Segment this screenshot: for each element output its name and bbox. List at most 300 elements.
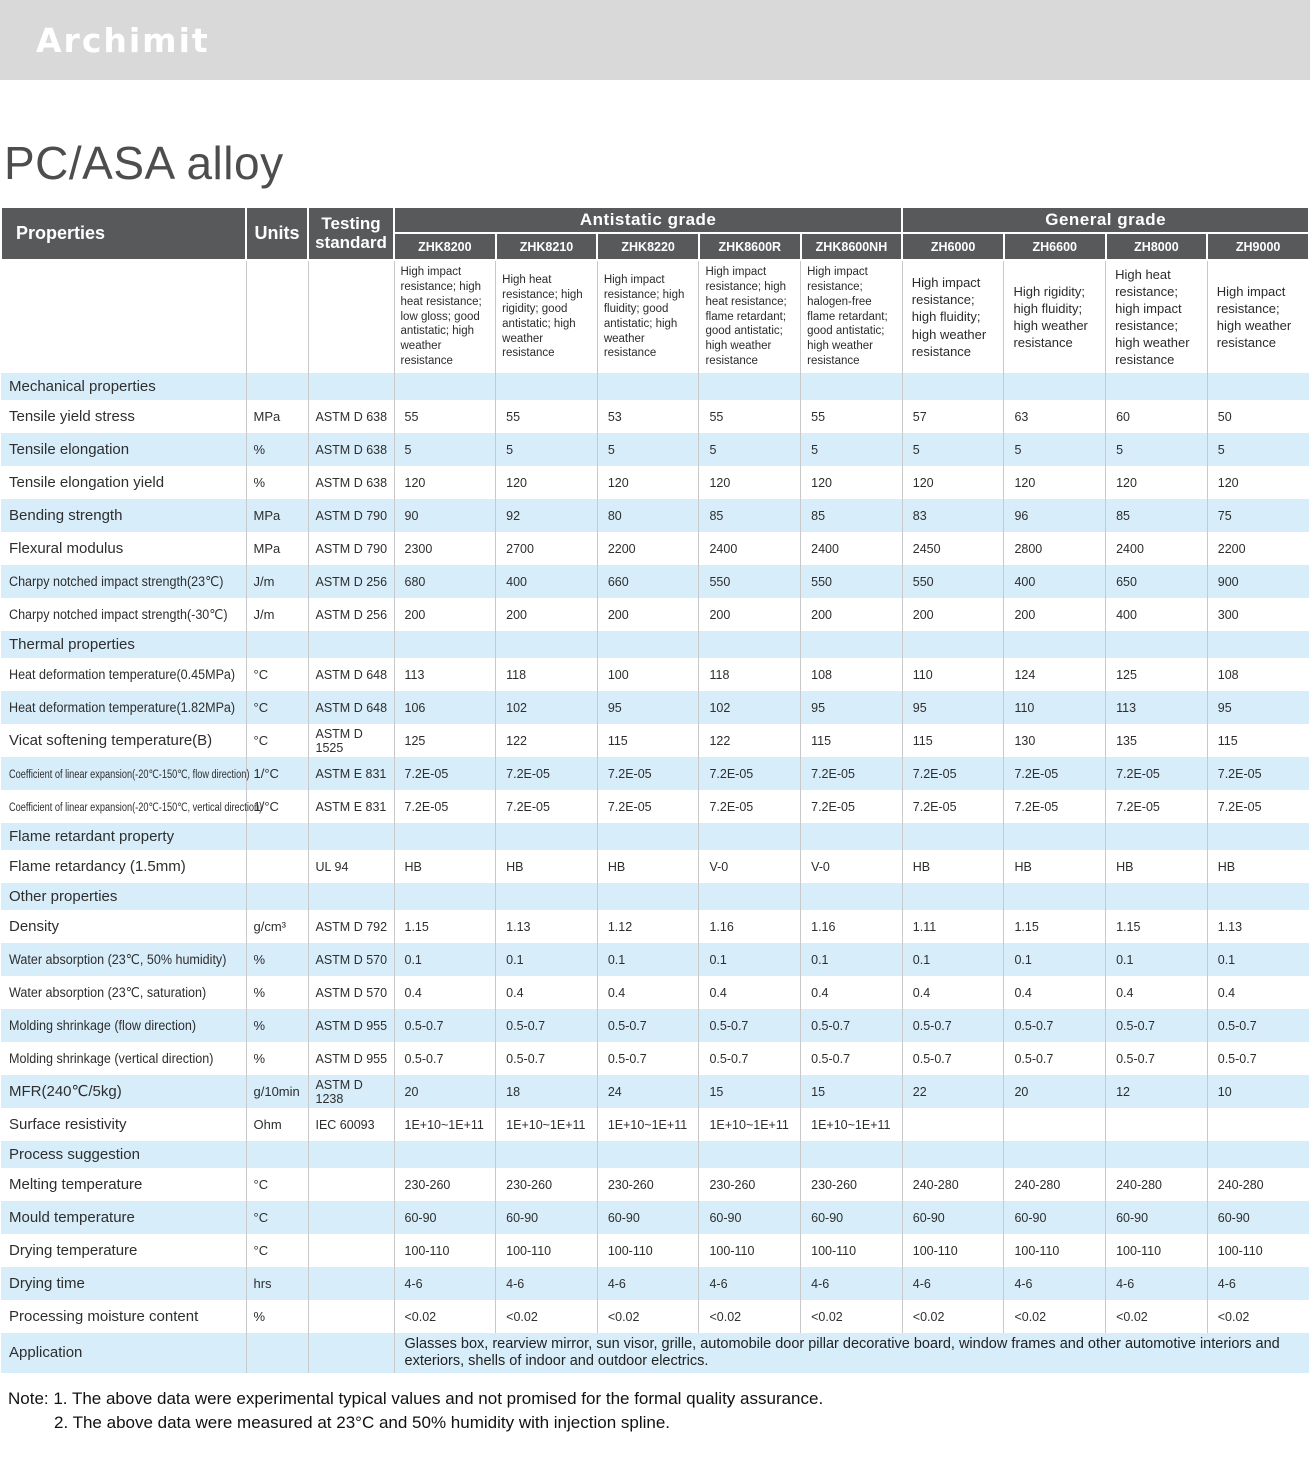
table-row: [1, 658, 1309, 691]
unit-cell: [246, 850, 308, 883]
value-cell: <0.02: [394, 1300, 496, 1333]
table-row: [1, 433, 1309, 466]
value-cell: 400: [1106, 598, 1208, 631]
value-cell: 1.11: [902, 910, 1004, 943]
value-cell: 4-6: [1106, 1267, 1208, 1300]
value-cell: 63: [1004, 400, 1106, 433]
value-cell: HB: [394, 850, 496, 883]
value-cell: 7.2E-05: [699, 757, 801, 790]
value-cell: 1E+10~1E+11: [597, 1108, 699, 1141]
value-cell: 0.4: [597, 976, 699, 1009]
property-label-cell: [1, 466, 246, 499]
unit-cell: 1/°C: [246, 790, 308, 823]
value-cell: 20: [394, 1075, 496, 1108]
value-cell: 200: [394, 598, 496, 631]
standard-cell: [308, 1333, 394, 1373]
value-cell: 60-90: [902, 1201, 1004, 1234]
value-cell: 110: [902, 658, 1004, 691]
unit-cell: [246, 1141, 308, 1168]
value-cell: 0.5-0.7: [496, 1009, 598, 1042]
value-cell: 102: [496, 691, 598, 724]
note-line-2: 2. The above data were measured at 23°C and 50% humidity with injection spline.: [54, 1412, 671, 1432]
value-cell: 7.2E-05: [1004, 790, 1106, 823]
value-cell: 0.1: [1106, 943, 1208, 976]
value-cell: [1004, 631, 1106, 658]
value-cell: <0.02: [597, 1300, 699, 1333]
value-cell: 1E+10~1E+11: [496, 1108, 598, 1141]
standard-cell: ASTM D 792: [308, 910, 394, 943]
standard-cell: ASTM D 570: [308, 976, 394, 1009]
value-cell: 0.4: [902, 976, 1004, 1009]
value-cell: 5: [1207, 433, 1309, 466]
footnotes: [8, 1387, 1310, 1434]
value-cell: 200: [801, 598, 903, 631]
property-label: Charpy notched impact strength(-30℃): [9, 606, 228, 622]
value-cell: 50: [1207, 400, 1309, 433]
value-cell: [1106, 631, 1208, 658]
standard-cell: [308, 1141, 394, 1168]
value-cell: 100-110: [597, 1234, 699, 1267]
property-label-cell: [1, 1009, 246, 1042]
standard-cell: [308, 883, 394, 910]
value-cell: 55: [394, 400, 496, 433]
standard-cell: ASTM D 955: [308, 1009, 394, 1042]
value-cell: 0.5-0.7: [902, 1009, 1004, 1042]
unit-cell: °C: [246, 1201, 308, 1234]
value-cell: 0.4: [1207, 976, 1309, 1009]
value-cell: 550: [699, 565, 801, 598]
value-cell: 7.2E-05: [1004, 757, 1106, 790]
table-row: [1, 1042, 1309, 1075]
value-cell: 85: [699, 499, 801, 532]
grade-description: High heat resistance; high rigidity; good antistatic; high weather resistance: [496, 260, 598, 373]
value-cell: 120: [597, 466, 699, 499]
table-row: [1, 1009, 1309, 1042]
standard-cell: ASTM D 955: [308, 1042, 394, 1075]
value-cell: [1004, 1141, 1106, 1168]
property-label-cell: [1, 1300, 246, 1333]
value-cell: 0.1: [1207, 943, 1309, 976]
standard-cell: [308, 1201, 394, 1234]
standard-cell: ASTM E 831: [308, 757, 394, 790]
value-cell: [1207, 1141, 1309, 1168]
property-label: Other properties: [9, 887, 118, 905]
property-label: Drying time: [9, 1274, 85, 1292]
value-cell: 10: [1207, 1075, 1309, 1108]
value-cell: [1207, 631, 1309, 658]
value-cell: 240-280: [1207, 1168, 1309, 1201]
value-cell: 0.1: [597, 943, 699, 976]
property-label-cell: [1, 1075, 246, 1108]
value-cell: 230-260: [597, 1168, 699, 1201]
value-cell: 57: [902, 400, 1004, 433]
grade-description: High heat resistance; high impact resistance; high weather resistance: [1106, 260, 1208, 373]
value-cell: 0.5-0.7: [1106, 1042, 1208, 1075]
table-row: [1, 1075, 1309, 1108]
unit-cell: %: [246, 976, 308, 1009]
value-cell: 0.5-0.7: [902, 1042, 1004, 1075]
value-cell: [699, 823, 801, 850]
value-cell: [496, 631, 598, 658]
property-label: Water absorption (23℃, saturation): [9, 984, 207, 1000]
standard-cell: ASTM D 638: [308, 433, 394, 466]
value-cell: 0.1: [1004, 943, 1106, 976]
unit-cell: %: [246, 433, 308, 466]
value-cell: 120: [902, 466, 1004, 499]
value-cell: 230-260: [394, 1168, 496, 1201]
value-cell: 7.2E-05: [1106, 790, 1208, 823]
table-row: [1, 631, 1309, 658]
value-cell: 0.1: [496, 943, 598, 976]
value-cell: 550: [801, 565, 903, 598]
value-cell: 120: [801, 466, 903, 499]
value-cell: [597, 1141, 699, 1168]
value-cell: 5: [801, 433, 903, 466]
value-cell: [902, 373, 1004, 400]
value-cell: [597, 631, 699, 658]
value-cell: 5: [597, 433, 699, 466]
value-cell: [1106, 883, 1208, 910]
property-label: Charpy notched impact strength(23℃): [9, 573, 224, 589]
value-cell: 1E+10~1E+11: [801, 1108, 903, 1141]
value-cell: 900: [1207, 565, 1309, 598]
standard-cell: ASTM D 638: [308, 400, 394, 433]
value-cell: 125: [1106, 658, 1208, 691]
value-cell: 400: [496, 565, 598, 598]
property-label-cell: [1, 910, 246, 943]
table-row: [1, 598, 1309, 631]
standard-cell: ASTM D 570: [308, 943, 394, 976]
property-label: Vicat softening temperature(B): [9, 731, 213, 749]
value-cell: 230-260: [801, 1168, 903, 1201]
value-cell: 7.2E-05: [1207, 790, 1309, 823]
value-cell: 7.2E-05: [1207, 757, 1309, 790]
value-cell: HB: [597, 850, 699, 883]
value-cell: 7.2E-05: [496, 790, 598, 823]
unit-cell: °C: [246, 658, 308, 691]
property-label: Mould temperature: [9, 1208, 135, 1226]
value-cell: [801, 823, 903, 850]
value-cell: 20: [1004, 1075, 1106, 1108]
value-cell: 0.5-0.7: [1207, 1009, 1309, 1042]
unit-cell: hrs: [246, 1267, 308, 1300]
unit-cell: MPa: [246, 400, 308, 433]
value-cell: 5: [699, 433, 801, 466]
value-cell: HB: [1207, 850, 1309, 883]
value-cell: [1004, 883, 1106, 910]
value-cell: 4-6: [801, 1267, 903, 1300]
standard-cell: ASTM E 831: [308, 790, 394, 823]
section-label-cell: [1, 373, 246, 400]
value-cell: 4-6: [394, 1267, 496, 1300]
grade-description: High impact resistance; high fluidity; good antistatic; high weather resistance: [597, 260, 699, 373]
unit-cell: °C: [246, 1168, 308, 1201]
grade-description: High rigidity; high fluidity; high weather resistance: [1004, 260, 1106, 373]
property-label-cell: [1, 1201, 246, 1234]
value-cell: 200: [1004, 598, 1106, 631]
column-header-testing-standard: Testing standard: [308, 207, 394, 260]
table-row: [1, 1267, 1309, 1300]
value-cell: 7.2E-05: [801, 790, 903, 823]
value-cell: 130: [1004, 724, 1106, 757]
value-cell: 4-6: [496, 1267, 598, 1300]
value-cell: 55: [496, 400, 598, 433]
unit-cell: %: [246, 1300, 308, 1333]
value-cell: 18: [496, 1075, 598, 1108]
value-cell: 7.2E-05: [394, 790, 496, 823]
value-cell: 200: [597, 598, 699, 631]
value-cell: 92: [496, 499, 598, 532]
unit-cell: °C: [246, 724, 308, 757]
value-cell: 115: [801, 724, 903, 757]
value-cell: 100-110: [1004, 1234, 1106, 1267]
table-row: [1, 565, 1309, 598]
property-label: Thermal properties: [9, 635, 135, 653]
value-cell: 7.2E-05: [597, 790, 699, 823]
value-cell: 230-260: [699, 1168, 801, 1201]
property-label-cell: [1, 532, 246, 565]
value-cell: 120: [1207, 466, 1309, 499]
property-label: Heat deformation temperature(0.45MPa): [9, 666, 236, 682]
model-column-header: ZHK8220: [597, 233, 699, 260]
value-cell: 0.4: [1004, 976, 1106, 1009]
unit-cell: [246, 823, 308, 850]
standard-cell: [308, 1168, 394, 1201]
standard-cell: ASTM D 648: [308, 691, 394, 724]
value-cell: HB: [496, 850, 598, 883]
value-cell: 2400: [699, 532, 801, 565]
value-cell: 83: [902, 499, 1004, 532]
table-row: [1, 850, 1309, 883]
value-cell: [902, 1141, 1004, 1168]
value-cell: 85: [1106, 499, 1208, 532]
table-row: [1, 883, 1309, 910]
value-cell: 60-90: [801, 1201, 903, 1234]
value-cell: 4-6: [902, 1267, 1004, 1300]
value-cell: [801, 1141, 903, 1168]
value-cell: [394, 373, 496, 400]
property-label: Molding shrinkage (flow direction): [9, 1017, 197, 1033]
value-cell: 7.2E-05: [394, 757, 496, 790]
value-cell: [902, 883, 1004, 910]
property-label: Mechanical properties: [9, 377, 156, 395]
value-cell: [699, 373, 801, 400]
standard-cell: [308, 373, 394, 400]
unit-cell: %: [246, 943, 308, 976]
value-cell: 85: [801, 499, 903, 532]
property-label-cell: [1, 1333, 246, 1373]
unit-cell: [246, 883, 308, 910]
value-cell: [496, 823, 598, 850]
value-cell: 135: [1106, 724, 1208, 757]
value-cell: 124: [1004, 658, 1106, 691]
property-label-cell: [1, 976, 246, 1009]
property-label-cell: [1, 691, 246, 724]
value-cell: 60-90: [1004, 1201, 1106, 1234]
value-cell: 0.5-0.7: [597, 1009, 699, 1042]
property-label: MFR(240℃/5kg): [9, 1083, 122, 1100]
property-label: Processing moisture content: [9, 1307, 199, 1325]
value-cell: 0.4: [699, 976, 801, 1009]
property-label: Flexural modulus: [9, 539, 124, 557]
value-cell: 95: [597, 691, 699, 724]
value-cell: [597, 373, 699, 400]
value-cell: 118: [699, 658, 801, 691]
standard-cell: UL 94: [308, 850, 394, 883]
value-cell: [496, 883, 598, 910]
property-label: Flame retardant property: [9, 827, 175, 845]
value-cell: [1106, 823, 1208, 850]
property-label-cell: [1, 1168, 246, 1201]
value-cell: 4-6: [597, 1267, 699, 1300]
value-cell: HB: [1004, 850, 1106, 883]
value-cell: 95: [902, 691, 1004, 724]
value-cell: 1.15: [1004, 910, 1106, 943]
value-cell: 0.4: [1106, 976, 1208, 1009]
brand-banner: [0, 0, 1310, 80]
value-cell: [1106, 1141, 1208, 1168]
standard-cell: ASTM D 790: [308, 532, 394, 565]
group-header-antistatic-grade: Antistatic grade: [394, 207, 902, 233]
value-cell: 7.2E-05: [496, 757, 598, 790]
value-cell: 55: [801, 400, 903, 433]
value-cell: 106: [394, 691, 496, 724]
value-cell: [801, 883, 903, 910]
property-label: Tensile elongation yield: [9, 473, 165, 491]
value-cell: 110: [1004, 691, 1106, 724]
value-cell: <0.02: [1106, 1300, 1208, 1333]
property-label: Drying temperature: [9, 1241, 138, 1259]
model-column-header: ZH6600: [1004, 233, 1106, 260]
unit-cell: [246, 631, 308, 658]
value-cell: 4-6: [1004, 1267, 1106, 1300]
value-cell: [496, 373, 598, 400]
model-column-header: ZHK8600R: [699, 233, 801, 260]
table-row: [1, 1201, 1309, 1234]
table-row: [1, 1168, 1309, 1201]
property-label-cell: [1, 850, 246, 883]
property-label: Molding shrinkage (vertical direction): [9, 1050, 214, 1066]
value-cell: 115: [902, 724, 1004, 757]
value-cell: 200: [902, 598, 1004, 631]
standard-cell: IEC 60093: [308, 1108, 394, 1141]
value-cell: 120: [1004, 466, 1106, 499]
standard-cell: [308, 631, 394, 658]
value-cell: 0.5-0.7: [699, 1042, 801, 1075]
value-cell: 96: [1004, 499, 1106, 532]
application-text: Glasses box, rearview mirror, sun visor, grille, automobile door pillar decorative board, window frames and other automotive interiors and exteriors, shells of indoor and outdoor electrics.: [394, 1333, 1309, 1373]
value-cell: <0.02: [1207, 1300, 1309, 1333]
value-cell: 120: [699, 466, 801, 499]
table-row: [1, 1108, 1309, 1141]
value-cell: 240-280: [1004, 1168, 1106, 1201]
value-cell: 0.4: [394, 976, 496, 1009]
model-column-header: ZHK8600NH: [801, 233, 903, 260]
value-cell: [1004, 1108, 1106, 1141]
grade-description: High impact resistance; high heat resistance; flame retardant; good antistatic; high weather resistance: [699, 260, 801, 373]
value-cell: 0.1: [699, 943, 801, 976]
value-cell: 120: [496, 466, 598, 499]
value-cell: <0.02: [496, 1300, 598, 1333]
unit-cell: J/m: [246, 598, 308, 631]
model-column-header: ZH6000: [902, 233, 1004, 260]
unit-cell: °C: [246, 1234, 308, 1267]
value-cell: 12: [1106, 1075, 1208, 1108]
value-cell: 60: [1106, 400, 1208, 433]
table-row: [1, 943, 1309, 976]
value-cell: [902, 631, 1004, 658]
value-cell: 60-90: [1106, 1201, 1208, 1234]
value-cell: [801, 631, 903, 658]
standard-cell: [308, 823, 394, 850]
standard-cell: ASTM D 648: [308, 658, 394, 691]
value-cell: 2200: [597, 532, 699, 565]
value-cell: [1106, 373, 1208, 400]
property-label: Surface resistivity: [9, 1115, 127, 1133]
value-cell: 100-110: [394, 1234, 496, 1267]
value-cell: HB: [1106, 850, 1208, 883]
grade-description: High impact resistance; high fluidity; high weather resistance: [902, 260, 1004, 373]
value-cell: 0.5-0.7: [699, 1009, 801, 1042]
value-cell: 7.2E-05: [1106, 757, 1208, 790]
section-label-cell: [1, 883, 246, 910]
value-cell: 0.1: [902, 943, 1004, 976]
value-cell: 1.16: [699, 910, 801, 943]
description-row: [1, 260, 1309, 373]
unit-cell: MPa: [246, 532, 308, 565]
value-cell: [496, 1141, 598, 1168]
unit-cell: %: [246, 466, 308, 499]
value-cell: 100-110: [699, 1234, 801, 1267]
unit-cell: 1/°C: [246, 757, 308, 790]
value-cell: 0.5-0.7: [394, 1009, 496, 1042]
property-label: Heat deformation temperature(1.82MPa): [9, 699, 236, 715]
section-label-cell: [1, 1141, 246, 1168]
unit-cell: g/cm³: [246, 910, 308, 943]
value-cell: 2200: [1207, 532, 1309, 565]
value-cell: 7.2E-05: [801, 757, 903, 790]
unit-cell: %: [246, 1042, 308, 1075]
value-cell: [699, 631, 801, 658]
value-cell: 0.5-0.7: [1004, 1009, 1106, 1042]
property-label: Tensile yield stress: [9, 407, 135, 425]
value-cell: 122: [496, 724, 598, 757]
property-label-cell: [1, 433, 246, 466]
property-label-cell: [1, 658, 246, 691]
value-cell: 90: [394, 499, 496, 532]
property-label: Water absorption (23℃, 50% humidity): [9, 951, 227, 967]
property-label-cell: [1, 1108, 246, 1141]
value-cell: 1E+10~1E+11: [699, 1108, 801, 1141]
property-label: Melting temperature: [9, 1175, 143, 1193]
value-cell: 95: [1207, 691, 1309, 724]
value-cell: 53: [597, 400, 699, 433]
value-cell: 660: [597, 565, 699, 598]
value-cell: 1.13: [1207, 910, 1309, 943]
value-cell: 115: [1207, 724, 1309, 757]
property-label: Process suggestion: [9, 1145, 140, 1163]
value-cell: 0.5-0.7: [801, 1042, 903, 1075]
table-row: [1, 790, 1309, 823]
brand-logo: Archimit: [36, 20, 210, 60]
value-cell: 2450: [902, 532, 1004, 565]
value-cell: 60-90: [699, 1201, 801, 1234]
properties-table: [0, 206, 1310, 1373]
model-column-header: ZHK8200: [394, 233, 496, 260]
value-cell: 108: [801, 658, 903, 691]
value-cell: <0.02: [1004, 1300, 1106, 1333]
table-header: [1, 207, 1309, 260]
